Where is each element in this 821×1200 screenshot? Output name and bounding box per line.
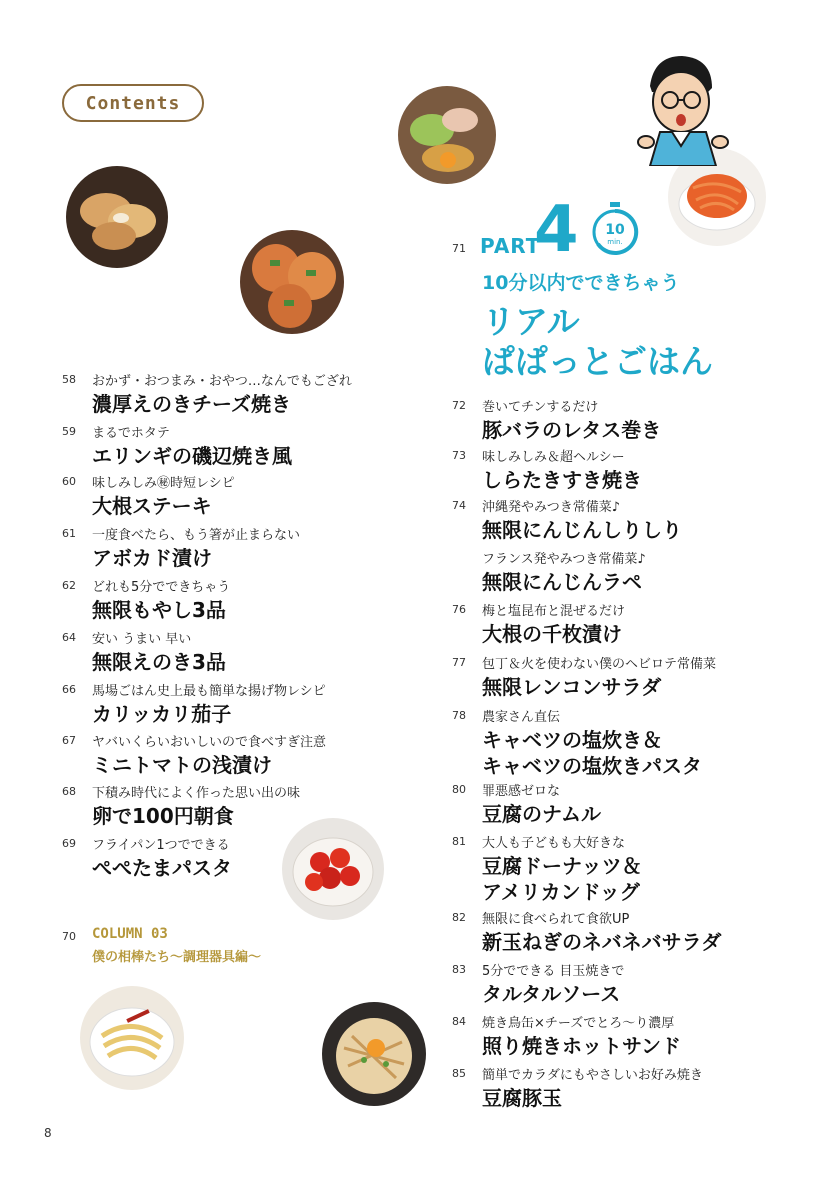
toc-subtitle: 一度食べたら、もう箸が止まらない — [92, 528, 301, 543]
toc-title: キャベツの塩炊き＆ — [482, 728, 662, 752]
toc-title: カリッカリ茄子 — [92, 702, 232, 726]
toc-title: ミニトマトの浅漬け — [92, 753, 272, 777]
toc-title: 無限えのき3品 — [92, 650, 226, 674]
toc-title: 無限レンコンサラダ — [482, 675, 662, 699]
page-number: 8 — [44, 1126, 52, 1140]
toc-page: 82 — [452, 911, 466, 924]
toc-page: 58 — [62, 373, 76, 386]
toc-title: 卵で100円朝食 — [92, 804, 234, 828]
toc-subtitle: 焼き鳥缶×チーズでとろ〜り濃厚 — [482, 1016, 675, 1031]
toc-title: 照り焼きホットサンド — [482, 1034, 681, 1058]
toc-page: 66 — [62, 683, 76, 696]
toc-title: しらたきすき焼き — [482, 468, 642, 492]
toc-title: 濃厚えのきチーズ焼き — [92, 392, 291, 416]
toc-subtitle: 罪悪感ゼロな — [482, 784, 561, 799]
toc-title: 無限にんじんラペ — [482, 570, 642, 594]
cherry-tomato-photo — [282, 818, 384, 920]
column-subtitle: 僕の相棒たち〜調理器具編〜 — [92, 950, 262, 965]
toc-title: アボカド漬け — [92, 546, 212, 570]
toc-page: 61 — [62, 527, 76, 540]
toc-subtitle: ヤバいくらいおいしいので食べすぎ注意 — [92, 735, 327, 750]
toc-title: 豆腐豚玉 — [482, 1086, 562, 1110]
toc-title: 無限にんじんしりしり — [482, 518, 682, 542]
part-page-number: 71 — [452, 242, 466, 255]
toc-subtitle: 簡単でカラダにもやさしいお好み焼き — [482, 1068, 703, 1083]
toc-page: 64 — [62, 631, 76, 644]
toc-subtitle: 無限に食べられて食欲UP — [482, 912, 630, 927]
contents-label: Contents — [62, 84, 204, 122]
toc-page: 62 — [62, 579, 76, 592]
toc-page: 77 — [452, 656, 466, 669]
part-subtitle: 10分以内でできちゃう — [482, 272, 680, 294]
toc-page: 76 — [452, 603, 466, 616]
toc-page: 72 — [452, 399, 466, 412]
column-heading[interactable]: COLUMN 03 — [92, 926, 168, 942]
pasta-photo — [80, 986, 184, 1090]
lettuce-roll-photo — [398, 86, 496, 184]
author-illustration — [620, 46, 740, 166]
toc-page: 80 — [452, 783, 466, 796]
toc-title: タルタルソース — [482, 982, 621, 1006]
toc-subtitle: 味しみしみ＆超ヘルシー — [482, 450, 625, 465]
toc-subtitle: 沖縄発やみつき常備菜♪ — [482, 500, 621, 515]
toc-subtitle: おかず・おつまみ・おやつ…なんでもござれ — [92, 374, 352, 389]
toc-title: 豆腐のナムル — [482, 802, 601, 826]
toc-subtitle: 包丁＆火を使わない僕のヘビロテ常備菜 — [482, 657, 717, 672]
toc-subtitle: フランス発やみつき常備菜♪ — [482, 552, 646, 567]
toc-page: 83 — [452, 963, 466, 976]
toc-title-line2: アメリカンドッグ — [482, 880, 640, 904]
toc-subtitle: 安い うまい 早い — [92, 632, 192, 647]
toc-title: 大根の千枚漬け — [482, 622, 622, 646]
toc-subtitle: 下積み時代によく作った思い出の味 — [92, 786, 301, 801]
toc-subtitle: 馬場ごはん史上最も簡単な揚げ物レシピ — [92, 684, 326, 699]
toc-title: 豚バラのレタス巻き — [482, 418, 662, 442]
toc-title: 新玉ねぎのネバネバサラダ — [482, 930, 722, 954]
toc-subtitle: 農家さん直伝 — [482, 710, 561, 725]
toc-subtitle: どれも5分でできちゃう — [92, 580, 231, 595]
timer-number: 10 — [605, 222, 625, 238]
part-title-line1: リアル — [482, 302, 580, 341]
toc-page: 67 — [62, 734, 76, 747]
toc-subtitle: 味しみしみ㊙時短レシピ — [92, 476, 235, 491]
toc-subtitle: まるでホタテ — [92, 426, 170, 441]
toc-page: 73 — [452, 449, 466, 462]
timer-unit: min. — [607, 238, 623, 246]
toc-page: 81 — [452, 835, 466, 848]
toc-page: 69 — [62, 837, 76, 850]
toc-page: 74 — [452, 499, 466, 512]
part-number: 4 — [534, 193, 579, 267]
tofu-butatama-photo — [322, 1002, 426, 1106]
part-label: PART — [480, 234, 541, 258]
daikon-steak-photo — [240, 230, 344, 334]
toc-subtitle: フライパン1つでできる — [92, 838, 230, 853]
toc-subtitle: 巻いてチンするだけ — [482, 400, 599, 415]
toc-subtitle: 大人も子どもも大好きな — [482, 836, 626, 851]
part-title-line2: ぱぱっとごはん — [482, 342, 713, 381]
toc-page: 60 — [62, 475, 76, 488]
toc-title-line2: キャベツの塩炊きパスタ — [482, 754, 702, 778]
toc-title: 無限もやし3品 — [92, 598, 226, 622]
toc-page: 85 — [452, 1067, 466, 1080]
toc-title: エリンギの磯辺焼き風 — [92, 444, 292, 468]
toc-subtitle: 5分でできる 目玉焼きで — [482, 964, 625, 979]
column-page: 70 — [62, 930, 76, 943]
toc-page: 59 — [62, 425, 76, 438]
toc-title: ぺぺたまパスタ — [92, 856, 232, 880]
gyoza-photo — [66, 166, 168, 268]
toc-title: 大根ステーキ — [92, 494, 212, 518]
toc-title: 豆腐ドーナッツ＆ — [482, 854, 642, 878]
toc-page: 84 — [452, 1015, 466, 1028]
toc-page: 78 — [452, 709, 466, 722]
toc-subtitle: 梅と塩昆布と混ぜるだけ — [482, 604, 626, 619]
toc-page: 68 — [62, 785, 76, 798]
timer-icon — [590, 200, 640, 256]
